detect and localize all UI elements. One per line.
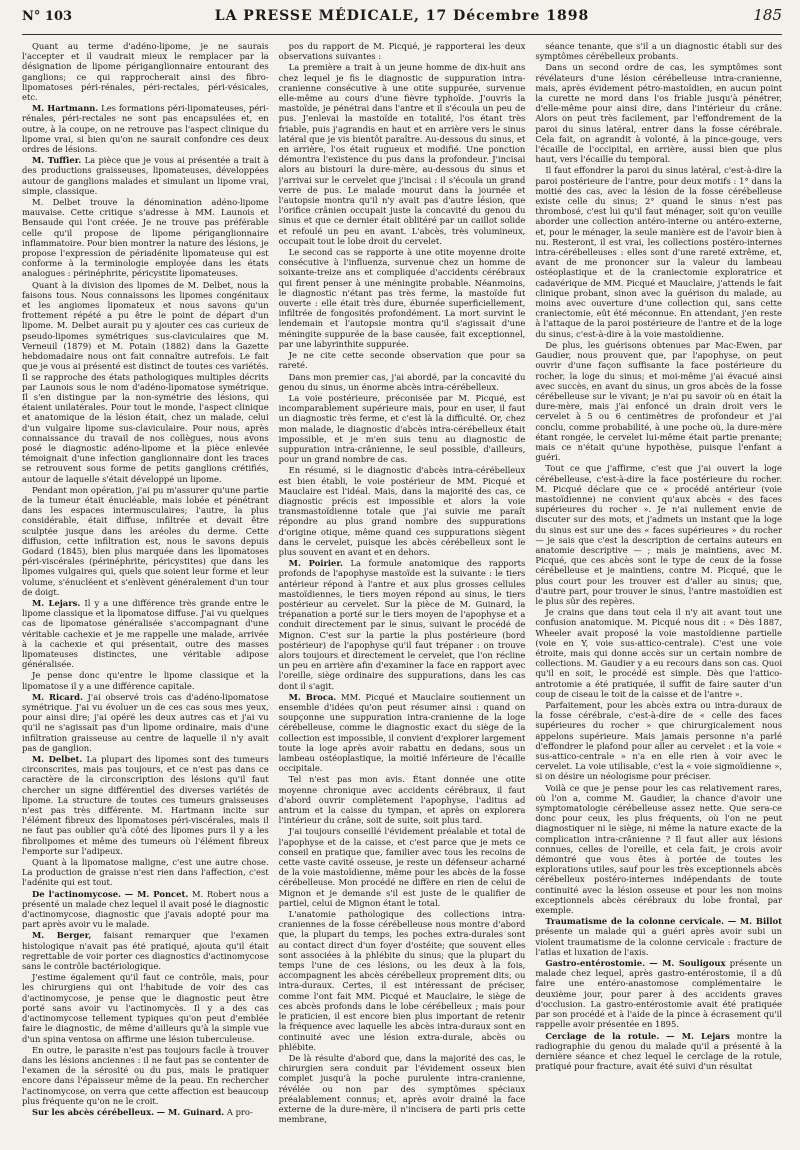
speaker-name: M. Broca.	[288, 691, 337, 702]
paragraph	[535, 916, 782, 957]
speaker-name: — M. Lejars	[666, 1030, 730, 1041]
paragraph	[279, 41, 526, 61]
column-2	[279, 41, 526, 1149]
paragraph	[279, 692, 526, 774]
speaker-name: — M. Souligoux	[649, 958, 726, 969]
issue-number: N° 103	[22, 9, 73, 24]
paragraph	[279, 465, 526, 557]
paragraph	[279, 393, 526, 464]
paragraph-text: La plupart des lipomes sont des tumeurs circonscrites, mais pas toujours, et ce n'est pas dans ce caractère de la circonscription des lésions qu'il faut chercher un signe différentiel des diverses variétés de lipome. La structure de toutes ces tumeurs graisseuses n'est pas très différente. M. Hartmann incite sur l'élément fibreux des lipomatoses péri-viscérales, mais il ne faut pas oublier qu'à côté des lipomes purs il y a les fibrolipomes et même des tumeurs où l'élément fibreux l'emporte sur l'adipeux.	[22, 754, 269, 856]
paragraph	[22, 41, 269, 102]
paragraph-text: séance tenante, que s'il a un diagnostic établi sur des symptômes cérébelleux probants.	[535, 41, 782, 62]
paragraph-text: La pièce que je vous ai présentée a trait à des productions graisseuses, lipomateuses, développées autour de ganglions malades et simulant un lipome vrai, simple, classique.	[22, 155, 269, 196]
paragraph	[535, 783, 782, 916]
paragraph-text: De plus, les guérisons obtenues par Mac-Ewen, par Gaudier, nous prouvent que, par l'apophyse, on peut ouvrir d'une façon suffisante la face postérieure du rocher, la loge du sinus; et moi-même j'ai évacué ainsi avec succès, en avant du sinus, un gros abcès de la fosse cérébelleuse sur le vivant; je n'ai pu savoir où en était la dure-mère, mais j'ai enfoncé un drain droit vers le cervelet à 5 ou 6 centimètres de profondeur et j'ai conclu, comme probabilité, à une poche où, la dure-mère étant rongée, le cervelet lui-même était partie prenante; mais ce n'était qu'une hypothèse, puisque l'enfant a guéri.	[535, 339, 782, 463]
paragraph	[22, 692, 269, 753]
paragraph-text: Je crains que dans tout cela il n'y ait avant tout une confusion anatomique. M. Picqué nous dit : « Dès 1887, Wheeler avait proposé la voie mastoïdienne partielle (voie en Y, voie sus-attico-centrale). C'est une voie étroite, mais qui donne accès sur un certain nombre de collections. M. Gaudier y a eu recours dans son cas. Quoi qu'il en soit, le procédé est simple. Dès que l'attico-antrotomie a été pratiquée, il suffit de faire sauter d'un coup de ciseau le toit de la caisse et de l'antre ».	[535, 607, 782, 699]
paragraph	[535, 958, 782, 1029]
paragraph	[535, 700, 782, 782]
speaker-name: M. Hartmann.	[32, 103, 99, 114]
paragraph-text: Parfaitement, pour les abcès extra ou intra-duraux de la fosse cérébrale, c'est-à-dire de « celle des faces supérieures du rocher » que chirurgicalement nous appelons supérieure. Mais jamais personne n'a parlé d'effondrer le plafond pour aller au cervelet : et la voie « sus-attico-centrale » n'a en elle rien à voir avec le cervelet. La voie utilisable, c'est la « voie sigmoïdienne », si on désire un néologisme pour préciser.	[535, 700, 782, 782]
column-1	[22, 41, 269, 1149]
paragraph	[279, 62, 526, 246]
paragraph	[279, 247, 526, 349]
paragraph-text: Dans un second ordre de cas, les symptômes sont révélateurs d'une lésion cérébelleuse intra-cranienne, mais, après évidement pétro-mastoïdien, en aucun point la curette ne mord dans l'os friable jusqu'à pénétrer, d'elle-même pour ainsi dire, dans l'intérieur du crâne. Alors on peut très facilement, par l'effondrement de la paroi du sinus latéral, entrer dans la fosse cérébrale. Cela fait, on agrandit à volonté, à la pince-gouge, vers l'écaille de l'occipital, en arrière, aussi bien que plus haut, vers l'écaille du temporal.	[535, 62, 782, 165]
paragraph-text: Le second cas se rapporte à une otite moyenne droite consécutive à l'influenza, survenue chez un homme de soixante-treize ans et compliquée d'accidents cérébraux qui firent penser à une méningite probable. Néanmoins, le diagnostic n'étant pas très ferme, la mastoïde fut ouverte : elle était très dure, éburnée superficiellement, infiltrée de fongosités profondément. La mort survint le lendemain et l'autopsie montra qu'il s'agissait d'une méningite suppurée de la base causée, fait exceptionnel, par une labyrinthite suppurée.	[278, 247, 526, 349]
paragraph-text: J'ai observé trois cas d'adéno-lipomatose symétrique. J'ai vu évoluer un de ces cas sous mes yeux, pour ainsi dire; j'ai opéré les deux autres cas et j'ai vu qu'il ne s'agissait pas d'un lipome ordinaire, mais d'une infiltration graisseuse au centre de laquelle il n'y avait pas de ganglion.	[22, 691, 269, 753]
paragraph-text: présente un malade qui a guéri après avoir subi un violent traumatisme de la colonne cervicale : fracture de l'atlas et luxation de l'axis.	[535, 926, 782, 957]
paragraph-text: faisant remarquer que l'examen histologique n'avait pas été pratiqué, ajouta qu'il était regrettable de voir porter ces diagnostics d'actinomycose sans le contrôle bactériologique.	[22, 930, 269, 972]
speaker-name: M. Tuffier.	[32, 155, 82, 166]
paragraph	[279, 558, 526, 691]
paragraph-text: M. Delbet trouve la dénomination adéno-lipome mauvaise. Cette critique s'adresse à MM. Launois et Bensaude qui l'ont créée. Je ne trouve pas préférable celle qu'il propose de lipome périganglionnaire inflammatoire. Pour bien montrer la nature des lésions, je propose l'expression de périadénite lipomateuse qui est conforme à la terminologie employée dans les états analogues : périnéphrite, péricystite lipomateuses.	[22, 197, 269, 279]
paragraph	[22, 670, 269, 690]
speaker-name: M. Delbet.	[32, 754, 83, 765]
paragraph-text: Tout ce que j'affirme, c'est que j'ai ouvert la loge cérébelleuse, c'est-à-dire la face postérieure du rocher. M. Picqué déclare que ce « procédé antérieur (voie mastoïdienne) ne convient qu'aux abcès « des faces supérieures du rocher ». Je n'ai nullement envie de discuter sur des mots, et j'admets un instant que la loge du sinus est sur une des « faces supérieures » du rocher — je sais que c'est la description de certains auteurs en anatomie descriptive — ; mais je maintiens, avec M. Picqué, que ces abcès sont le type de ceux de la fosse cérébelleuse et je maintiens, contre M. Picqué, que le plus court pour les trouver est d'aller au sinus; que, d'autre part, pour trouver le sinus, l'antre mastoïdien est le plus sûr des repères.	[535, 463, 782, 606]
paragraph-text: MM. Picqué et Mauclaire soutiennent un ensemble d'idées qu'on peut résumer ainsi : quand on soupçonne une suppuration intra-cranienne de la loge cérébelleuse, comme le diagnostic exact du siège de la collection est impossible, il convient d'explorer largement toute la loge après avoir rabattu en dedans, sous un lambeau ostéoplastique, la moitié inférieure de l'écaille occipitale.	[278, 691, 526, 774]
section-title: De l'actinomycose.	[32, 888, 121, 899]
paragraph-text: Pendant mon opération, j'ai pu m'assurer qu'une partie de la tumeur était énucléable, mais lobée et pénétrant dans les espaces intermusculaires; l'autre, la plus considérable, était diffuse, infiltrée et devait être sculptée jusque dans les aréoles du derme. Cette diffusion, cette infiltration est, nous le savons depuis Godard (1845), bien plus marquée dans les lipomatoses péri-viscérales (périnéphrite, péricystites) que dans les lipomes vulgaires qui, quels que soient leur forme et leur volume, s'énucléent et s'enlèvent généralement d'un tour de doigt.	[22, 484, 269, 597]
speaker-name: M. Ricard.	[32, 691, 83, 702]
journal-title: LA PRESSE MÉDICALE, 17 Décembre 1898	[214, 8, 590, 24]
paragraph-text: Voilà ce que je pense pour les cas relativement rares, où l'on a, comme M. Gaudier, la chance d'avoir une symptomatologie cérébelleuse assez nette. Que sera-ce donc pour ceux, les plus fréquents, où l'on ne peut diagnostiquer ni le siège, ni même la nature exacte de la complication intra-crânienne ? Il faut aller aux lésions connues, celles de l'oreille, et cela fait, je crois avoir démontré que vous êtes à portée de toutes les explorations utiles, sauf pour les très exceptionnels abcès cérébelleux postéro-internes indépendants de toute continuité avec la lésion osseuse et pour les non moins exceptionnels abcès cérébraux du lobe frontal, par exemple.	[535, 782, 782, 916]
page-header	[22, 6, 782, 35]
paragraph	[535, 41, 782, 61]
speaker-name: — M. Poncet.	[124, 888, 189, 899]
speaker-name: — M. Billot	[727, 916, 782, 927]
paragraph	[22, 280, 269, 484]
speaker-name: M. Poirier.	[288, 558, 343, 569]
paragraph	[279, 1053, 526, 1124]
paragraph	[22, 889, 269, 930]
paragraph	[22, 930, 269, 971]
paragraph-text: La première a trait à un jeune homme de dix-huit ans chez lequel je fis le diagnostic de suppuration intra-cranienne consécutive à une otite suppurée, survenue elle-même au cours d'une fièvre typhoïde. J'ouvris la mastoïde, je pénétrai dans l'antre et il s'écoula un peu de pus. J'enlevai la mastoïde en totalité, l'os étant très friable, puis j'agrandis en haut et en arrière vers le sinus latéral que je vis bientôt paraître. Au-dessous du sinus, et en arrière, l'os était rugueux et modifié. Une ponction démontra l'existence du pus dans la profondeur. J'incisai alors au bistouri la dure-mère, au-dessous du sinus et j'arrivai sur le cervelet que j'incisai : il s'écoula un grand verre de pus. Le malade mourut dans la journée et l'autopsie montra qu'il n'y avait pas d'autre lésion, que l'orifice crânien occupait juste la concavité du genou du sinus et que ce dernier était oblitéré par un caillot solide et refoulé un peu en avant. L'abcès, très volumineux, occupait tout le lobe droit du cervelet.	[278, 62, 526, 246]
paragraph	[279, 774, 526, 825]
paragraph-text: Quant à la lipomatose maligne, c'est une autre chose. La production de graisse n'est rien dans l'affection, c'est l'adénite qui est tout.	[22, 857, 269, 888]
paragraph-text: présente un malade chez lequel, après gastro-entérostomie, il a dû faire une entéro-anastomose complémentaire le deuxième jour, pour parer à des accidents graves d'occlusion. La gastro-entérostomie avait été pratiquée par son procédé et à l'aide de la pince à écrasement qu'il rappelle avoir présentée en 1895.	[535, 958, 782, 1030]
paragraph	[22, 972, 269, 1043]
page-number: 185	[753, 6, 782, 24]
paragraph-text: En résumé, si le diagnostic d'abcès intra-cérébelleux est bien établi, le voie postérieur de MM. Picqué et Mauclaire est l'idéal. Mais, dans la majorité des cas, ce diagnostic précis est impossible et alors la voie transmastoïdienne totale que j'ai suivie me paraît répondre au plus grand nombre des suppurations d'origine otique, même quand ces suppurations siègent dans le cervelet, puisque les abcès cérébelleux sont le plus souvent en avant et en dehors.	[278, 465, 526, 557]
paragraph	[535, 62, 782, 164]
section-title: Sur les abcès cérébelleux.	[32, 1106, 154, 1117]
paragraph-text: La voie postérieure, préconisée par M. Picqué, est incomparablement supérieure mais, pour en user, il faut un diagnostic très ferme, et c'est là la difficulté. Or, chez mon malade, le diagnostic d'abcès intra-cérébelleux était impossible, et je m'en suis tenu au diagnostic de suppuration intra-crânienne, le seul possible, d'ailleurs, pour un grand nombre de cas.	[278, 392, 526, 465]
section-title: Cerclage de la rotule.	[545, 1030, 660, 1041]
paragraph-text: Dans mon premier cas, j'ai abordé, par la concavité du genou du sinus, un énorme abcès intra-cérébelleux.	[278, 371, 526, 392]
paragraph	[279, 350, 526, 370]
paragraph	[22, 598, 269, 669]
paragraph	[535, 463, 782, 606]
paragraph	[22, 1107, 269, 1117]
paragraph-text: En outre, le parasite n'est pas toujours facile à trouver dans les lésions anciennes : il ne faut pas se contenter de l'examen de la sérosité ou du pus, mais le pratiquer encore dans l'épaisseur même de la peau. En rechercher l'actinomycose, on verra que cette affection est beaucoup plus fréquente qu'on ne le croit.	[22, 1044, 269, 1106]
paragraph-text: pos du rapport de M. Picqué, je rapporterai les deux observations suivantes :	[278, 41, 526, 62]
paragraph-text: Quant à la division des lipomes de M. Delbet, nous la faisons tous. Nous connaissons les lipomes congénitaux et les angiomes lipomateux et nous savons qu'un frottement répété a pu être le point de départ d'un lipome. M. Delbet aurait pu y ajouter ces cas curieux de pseudo-lipomes symétriques sus-claviculaires que M. Verneuil (1879) et M. Potain (1882) dans la Gazette hebdomadaire nous ont fait connaître autrefois. Le fait que je vous ai présenté est distinct de toutes ces variétés. Il se rapproche des états pathologiques multiples décrits par Launois sous le nom d'adéno-lipomatose symétrique. Il s'en distingue par la non-symétrie des lésions, qui étaient unilatérales. Pour tout le monde, l'aspect clinique et anatomique de la lésion était, chez un malade, celui d'un vulgaire lipome sus-claviculaire. Pour nous, après connaissance du travail de nos collègues, nous avons posé le diagnostic adéno-lipome et la pièce enlevée témoignait d'une infection ganglionnaire dont les traces se retrouvent sous forme de petits ganglions crétifiés, autour de laquelle s'était développé un lipome.	[22, 279, 269, 484]
section-title: Gastro-entérostomie.	[545, 958, 646, 969]
paragraph-text: Les formations péri-lipomateuses, péri-rénales, péri-rectales ne sont pas encapsulées et, en outre, à la coupe, on ne retrouve pas l'aspect clinique du lipome vrai, si bien qu'on ne saurait confondre ces deux ordres de lésions.	[22, 103, 269, 155]
paragraph-text: J'estime également qu'il faut ce contrôle, mais, pour les chirurgiens qui ont l'habitude de voir des cas d'actinomycose, je pense que le diagnostic peut être porté sans avoir vu l'actinomycès. Il y a des cas d'actinomycose tellement typiques qu'on peut d'emblée faire le diagnostic, de même d'ailleurs qu'à la simple vue d'un spina ventosa on affirme une lésion tuberculeuse.	[22, 972, 269, 1044]
column-3	[535, 41, 782, 1149]
paragraph-text: Il y a une différence très grande entre le lipome classique et la lipomatose diffuse. J'ai vu quelques cas de lipomatose généralisée s'accompagnant d'une véritable cachexie et je me rappelle une malade, arrivée à la cachexie et qui présentait, outre des masses lipomateuses distinctes, une véritable adipose généralisée.	[22, 597, 269, 670]
paragraph	[279, 909, 526, 1052]
speaker-name: M. Berger,	[32, 930, 92, 941]
paragraph	[535, 1031, 782, 1072]
section-title: Traumatisme de la colonne cervicale.	[545, 916, 725, 927]
paragraph-text: Quant au terme d'adéno-lipome, je ne saurais l'accepter et il vaudrait mieux le remplacer par la désignation de lipome périganglionnaire entourant des ganglions; ce qui rapprocherait ainsi des fibro-lipomatoses péri-rénales, péri-rectales, péri-vésicales, etc.	[22, 41, 269, 103]
paragraph	[279, 826, 526, 908]
paragraph-text: montre la radiographie du genou du malade qu'il a présenté à la dernière séance et chez lequel le cerclage de la rotule, pratiqué pour fracture, avait été suivi d'un résultat	[535, 1030, 782, 1072]
paragraph-text: M. Robert nous a présenté un malade chez lequel il avait posé le diagnostic d'actinomycose, diagnostic que j'avais adopté pour ma part après avoir vu le malade.	[22, 888, 269, 930]
paragraph	[22, 1045, 269, 1106]
paragraph-text: Je ne cite cette seconde observation que pour sa rareté.	[278, 350, 526, 371]
paragraph	[22, 754, 269, 856]
paragraph-text: L'anatomie pathologique des collections intra-craniennes de la fosse cérébelleuse nous montre d'abord que, la plupart du temps, les poches extra-durales sont au contact direct d'un foyer d'ostéite; que souvent elles sont associées à la phlébite du sinus; que la plupart du temps l'une de ces lésions, ou les deux à la fois, accompagnent les abcès cérébelleux proprement dits, ou intra-duraux. Certes, il est intéressant de préciser, comme l'ont fait MM. Picqué et Mauclaire, le siège de ces abcès profonds dans le lobe cérébelleux ; mais pour le praticien, il est encore bien plus important de retenir la fréquence avec laquelle les abcès intra-duraux sont en continuité avec une lésion extra-durale, abcès ou phlébite.	[278, 909, 526, 1052]
paragraph	[22, 857, 269, 888]
paragraph	[22, 485, 269, 597]
paragraph-text: J'ai toujours conseillé l'évidement préalable et total de l'apophyse et de la caisse, et c'est parce que je mets ce conseil en pratique que, familier avec tous les recoins de cette vaste cavité osseuse, je reste un défenseur acharné de la voie mastoïdienne, même pour les abcès de la fosse cérébelleuse. Mon procédé ne diffère en rien de celui de Mignon et je demande s'il est juste de le qualifier de partiel, celui de Mignon étant le total.	[278, 826, 526, 908]
paragraph	[279, 372, 526, 392]
paragraph-text: A pro-	[226, 1106, 253, 1117]
paragraph-text: Je pense donc qu'entre le lipome classique et la lipomatose il y a une différence capitale.	[22, 670, 269, 691]
paragraph	[535, 340, 782, 462]
paragraph-text: La formule anatomique des rapports profonds de l'apophyse mastoïde est la suivante : le tiers antérieur répond à l'antre et aux plus grosses cellules mastoïdiennes, le tiers moyen répond au sinus, le tiers postérieur au cervelet. Sur la pièce de M. Guinard, la trépanation a porté sur le tiers moyen de l'apophyse et a conduit directement par le sinus, suivant le procédé de Mignon. C'est sur la partie la plus postérieure (bord postérieur) de l'apophyse qu'il faut trépaner : on trouve alors toujours et directement le cervelet, que l'on récline un peu en arrière afin d'examiner la face en rapport avec l'oreille, siège ordinaire des suppurations, dans les cas dont il s'agit.	[278, 558, 526, 691]
paragraph-text: De là résulte d'abord que, dans la majorité des cas, le chirurgien sera conduit par l'évidement osseux bien complet jusqu'à la poche purulente intra-cranienne, révélée ou non par des symptômes spéciaux préalablement connus; et, après avoir drainé la face externe de la dure-mère, il n'incisera de parti pris cette membrane,	[278, 1052, 526, 1125]
paragraph-text: Tel n'est pas mon avis. Étant donnée une otite moyenne chronique avec accidents cérébraux, il faut d'abord ouvrir complètement l'apophyse, l'aditus ad antrum et la caisse du tympan, et après on explorera l'intérieur du crâne, soit de suite, soit plus tard.	[278, 774, 526, 826]
text-columns	[22, 41, 782, 1149]
paragraph	[22, 155, 269, 196]
speaker-name: M. Lejars.	[32, 597, 81, 608]
paragraph	[22, 103, 269, 154]
paragraph-text: Il faut effondrer la paroi du sinus latéral, c'est-à-dire la paroi postérieure de l'antre, pour deux motifs : 1° dans la moitié des cas, avec la lésion de la fosse cérébelleuse existe celle du sinus; 2° quand le sinus n'est pas thrombosé, c'est lui qu'il faut ménager, soit qu'on veuille aborder une collection antéro-interne ou antéro-externe, et, pour le ménager, la seule manière est de l'avoir bien à nu. Resteront, il est vrai, les collections postéro-internes intra-cérébelleuses : elles sont d'une rareté extrême, et, avant de me prononcer sur la valeur du lambeau ostéoplastique et de la craniectomie exploratrice et cadavérique de MM. Picqué et Mauclaire, j'attends le fait clinique probant, sinon avec la guérison du malade, au moins avec ouverture d'une collection qui, sans cette craniectomie, eût été méconnue. En attendant, j'en reste à l'attaque de la paroi postérieure de l'antre et de la loge du sinus, c'est-à-dire à la voie mastoïdienne.	[535, 165, 782, 339]
paragraph	[535, 165, 782, 338]
speaker-name: — M. Guinard.	[156, 1106, 225, 1117]
paragraph	[535, 607, 782, 699]
paragraph	[22, 197, 269, 279]
